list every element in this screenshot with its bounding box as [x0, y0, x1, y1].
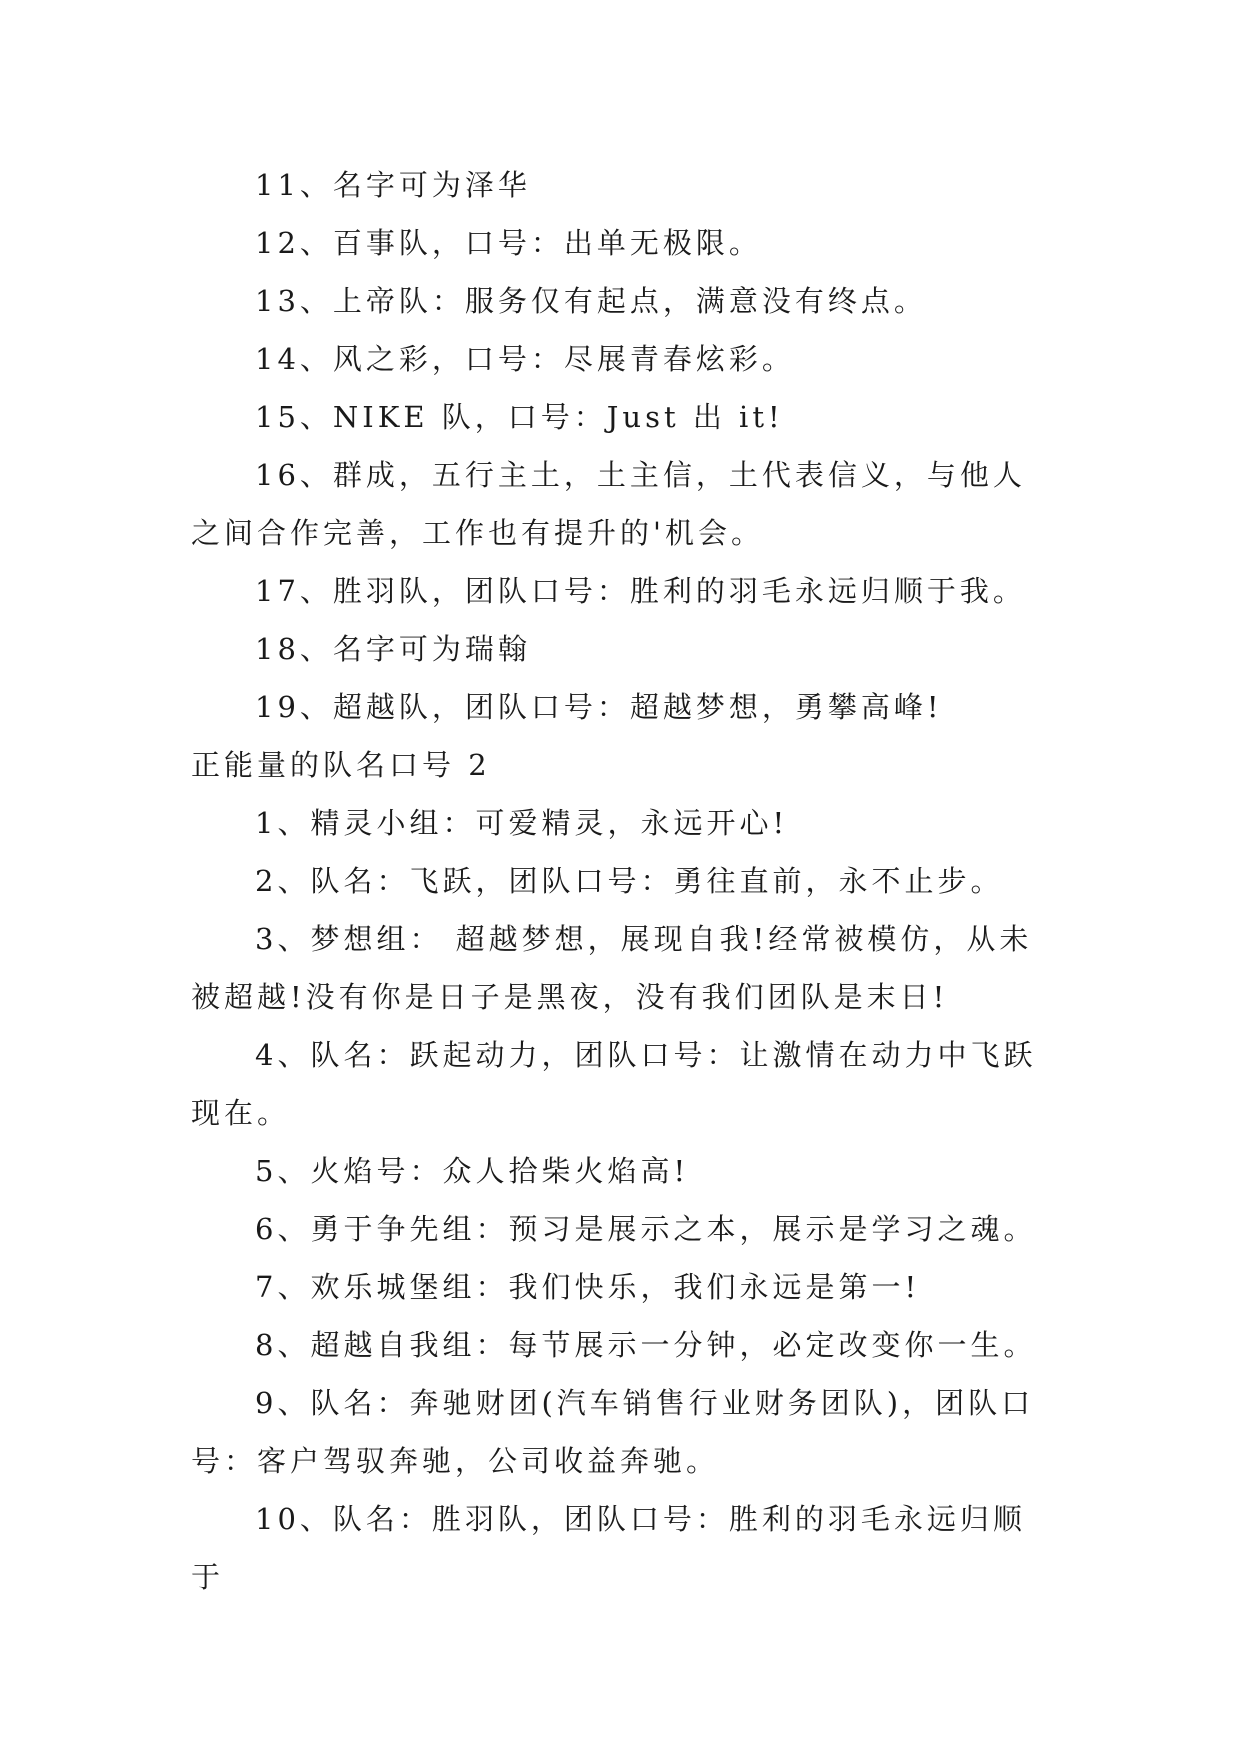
list-item: 10、队名：胜羽队，团队口号：胜利的羽毛永远归顺于	[191, 1502, 1026, 1594]
list-item: 9、队名：奔驰财团(汽车销售行业财务团队)，团队口号：客户驾驭奔驰，公司收益奔驰。	[191, 1386, 1035, 1478]
list-item: 2、队名：飞跃，团队口号：勇往直前，永不止步。	[255, 864, 1004, 898]
list-item: 4、队名：跃起动力，团队口号：让激情在动力中飞跃现在。	[191, 1038, 1037, 1130]
document-body	[191, 156, 1051, 1606]
list-item: 19、超越队，团队口号：超越梦想，勇攀高峰!	[255, 690, 943, 724]
list-item: 8、超越自我组：每节展示一分钟，必定改变你一生。	[255, 1328, 1037, 1362]
list-item: 15、NIKE 队，口号：Just 出 it!	[255, 400, 784, 434]
list-item: 3、梦想组： 超越梦想，展现自我!经常被模仿，从未被超越!没有你是日子是黑夜，没有我们团队是末日!	[191, 922, 1033, 1014]
list-item: 11、名字可为泽华	[255, 168, 531, 202]
list-item: 5、火焰号：众人拾柴火焰高!	[255, 1154, 690, 1188]
list-item: 13、上帝队：服务仅有起点，满意没有终点。	[255, 284, 927, 318]
list-item: 17、胜羽队，团队口号：胜利的羽毛永远归顺于我。	[255, 574, 1026, 608]
section-heading: 正能量的队名口号 2	[191, 748, 491, 782]
list-item: 1、精灵小组：可爱精灵，永远开心!	[255, 806, 789, 840]
list-item: 14、风之彩，口号：尽展青春炫彩。	[255, 342, 795, 376]
list-item: 6、勇于争先组：预习是展示之本，展示是学习之魂。	[255, 1212, 1037, 1246]
list-item: 12、百事队，口号：出单无极限。	[255, 226, 762, 260]
list-item: 16、群成，五行主土，土主信，土代表信义，与他人之间合作完善，工作也有提升的'机会。	[191, 458, 1026, 550]
list-item: 7、欢乐城堡组：我们快乐，我们永远是第一!	[255, 1270, 921, 1304]
list-item: 18、名字可为瑞翰	[255, 632, 531, 666]
